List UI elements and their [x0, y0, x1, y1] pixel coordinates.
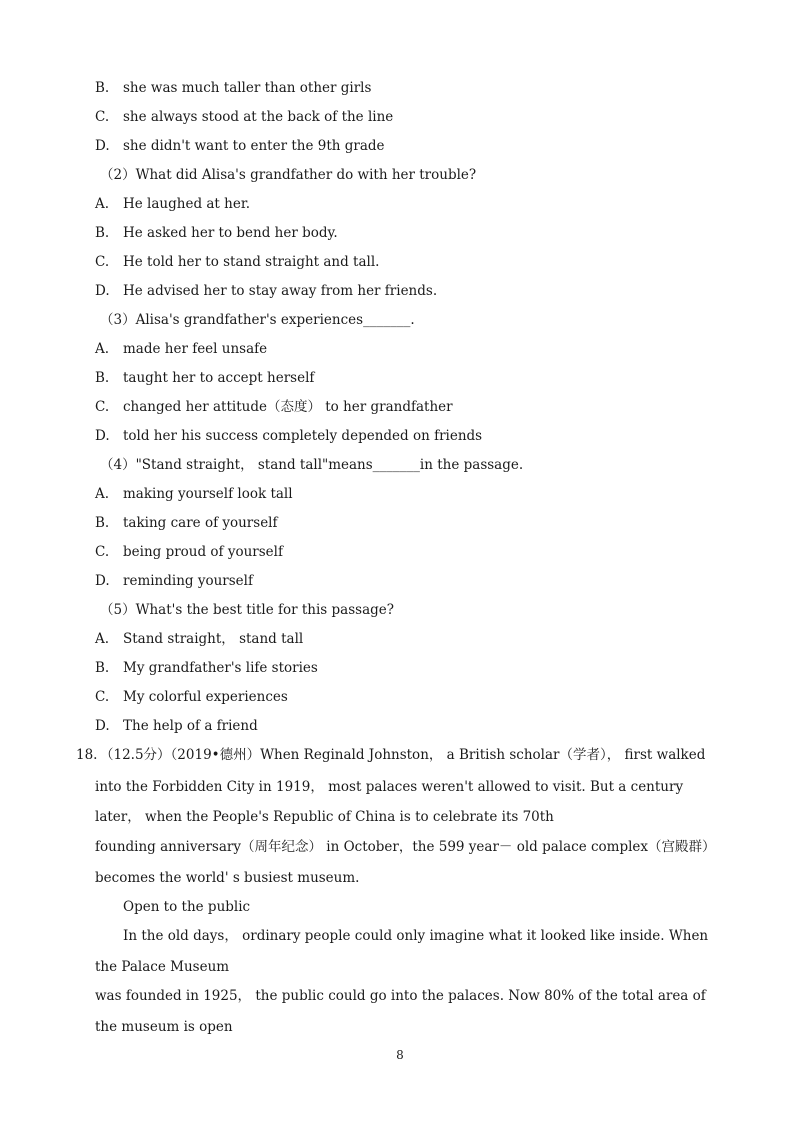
q18-para-line-2: the Palace Museum: [95, 959, 230, 975]
q5-stem: （5）What's the best title for this passage?: [100, 602, 394, 618]
q18-line-4: founding anniversary（周年纪念） in October，the 599 year－ old palace complex（宫殿群）: [95, 839, 716, 855]
q18-para-line-3: was founded in 1925， the public could go into the palaces. Now 80% of the total area of: [95, 988, 706, 1004]
q5-option-d: D. The help of a friend: [95, 718, 258, 734]
q1-option-b: B. she was much taller than other girls: [95, 80, 372, 96]
q3-option-c: C. changed her attitude（态度） to her grandfather: [95, 399, 453, 415]
q2-option-a: A. He laughed at her.: [95, 196, 251, 212]
q18-subheading: Open to the public: [123, 899, 251, 915]
q1-option-c: C. she always stood at the back of the line: [95, 109, 394, 125]
q4-option-d: D. reminding yourself: [95, 573, 253, 589]
q3-option-b: B. taught her to accept herself: [95, 370, 315, 386]
q5-option-b: B. My grandfather's life stories: [95, 660, 318, 676]
q18-line-3: later， when the People's Republic of China is to celebrate its 70th: [95, 809, 554, 825]
q3-stem: （3）Alisa's grandfather's experiences_______.: [100, 312, 415, 328]
q3-option-a: A. made her feel unsafe: [95, 341, 268, 357]
q2-option-c: C. He told her to stand straight and tall.: [95, 254, 380, 270]
q18-line-2: into the Forbidden City in 1919， most palaces weren't allowed to visit. But a century: [95, 779, 684, 795]
q18-para-line-4: the museum is open: [95, 1019, 233, 1035]
q4-option-b: B. taking care of yourself: [95, 515, 278, 531]
q2-option-b: B. He asked her to bend her body.: [95, 225, 338, 241]
q4-option-a: A. making yourself look tall: [95, 486, 293, 502]
page-number: 8: [396, 1048, 404, 1062]
q2-option-d: D. He advised her to stay away from her friends.: [95, 283, 438, 299]
q18-line-1: （12.5分）（2019•德州）When Reginald Johnston， a British scholar（学者）， first walked: [100, 747, 706, 763]
q4-option-c: C. being proud of yourself: [95, 544, 283, 560]
q18-number: 18.: [76, 747, 98, 763]
q2-stem: （2）What did Alisa's grandfather do with her trouble?: [100, 167, 477, 183]
q5-option-c: C. My colorful experiences: [95, 689, 288, 705]
q18-para-line-1: In the old days， ordinary people could only imagine what it looked like inside. When: [123, 928, 709, 944]
q3-option-d: D. told her his success completely depended on friends: [95, 428, 483, 444]
q18-line-5: becomes the world' s busiest museum.: [95, 870, 360, 886]
q4-stem: （4）"Stand straight， stand tall"means_______in the passage.: [100, 457, 524, 473]
q5-option-a: A. Stand straight， stand tall: [95, 631, 304, 647]
q1-option-d: D. she didn't want to enter the 9th grade: [95, 138, 385, 154]
